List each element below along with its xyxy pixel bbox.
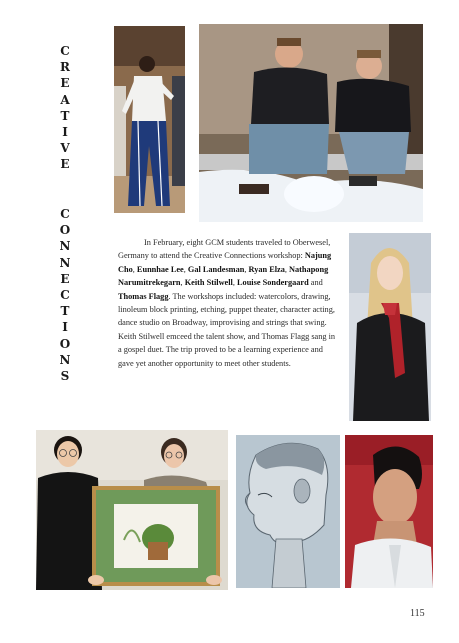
article-intro: In February, eight GCM students traveled to Oberwesel, Germany to attend the Creative Connections workshop: — [118, 238, 331, 261]
student-name: Eunnhae Lee — [136, 264, 184, 274]
student-name: Ryan Elza — [248, 264, 285, 274]
student-name: Louise Sondergaard — [237, 278, 309, 288]
photo-student-dancing — [114, 26, 185, 213]
title-letter: I — [62, 124, 68, 139]
title-letter: C — [60, 207, 70, 221]
title-letter: C — [60, 287, 70, 302]
photo-pencil-drawing-portrait — [236, 435, 340, 588]
student-name: Keith Stilwell — [184, 278, 233, 288]
title-letter: E — [60, 157, 70, 172]
photo-two-students-snow — [199, 24, 423, 222]
title-letter: C — [60, 44, 70, 58]
side-title-creative — [56, 43, 74, 173]
page-number: 115 — [410, 608, 425, 619]
title-letter: V — [60, 141, 70, 156]
title-letter: T — [60, 108, 70, 123]
photo-students-with-painting — [36, 430, 228, 590]
photo-girl-red-scarf — [349, 233, 431, 421]
title-letter: R — [60, 60, 70, 75]
title-letter: O — [59, 336, 71, 351]
title-letter: N — [59, 255, 71, 270]
title-letter: S — [60, 368, 70, 383]
title-letter: E — [60, 271, 70, 286]
student-name: Gal Landesman — [187, 264, 245, 274]
photo-boy-red-background — [345, 435, 433, 588]
title-letter: I — [62, 320, 68, 335]
side-title-connections — [56, 206, 74, 384]
title-letter: O — [59, 223, 71, 238]
student-name: Thomas Flagg — [118, 291, 169, 301]
title-letter: N — [59, 239, 71, 254]
student-name: Najung Cho — [118, 251, 332, 274]
title-letter: T — [60, 304, 70, 319]
student-name: Nathapong Narumitrekegarn — [118, 264, 329, 288]
article-body: In February, eight GCM students traveled to Oberwesel, Germany to attend the Creative Connections workshop: Najung Cho, Eunnhae Lee, Gal Landesman, Ryan Elza, Nathapong Narumitrekegarn, Keith Stilwell, Louise Sondergaard and Thomas Flagg. The workshops included: watercolors, drawing, linoleum block printing, etching, puppet theater, character acting, dance studio on Broadway, improvising and strings that swing. Keith Stilwell emceed the talent show, and Thomas Flagg sang in a gospel duet. The trip proved to be a learning experience and gave yet another opportunity to meet other students. — [118, 238, 336, 368]
article-details: . The workshops included: watercolors, drawing, linoleum block printing, etching, puppet theater, character acting, dance studio on Broadway, improvising and strings that swing. Keith Stilwell emceed the talent show, and Thomas Flagg sang in a gospel duet. The trip proved to be a learning experience and gave yet another opportunity to meet other students. — [118, 291, 336, 368]
title-letter: E — [60, 76, 70, 91]
title-letter: N — [59, 352, 71, 367]
title-letter: A — [60, 92, 70, 107]
